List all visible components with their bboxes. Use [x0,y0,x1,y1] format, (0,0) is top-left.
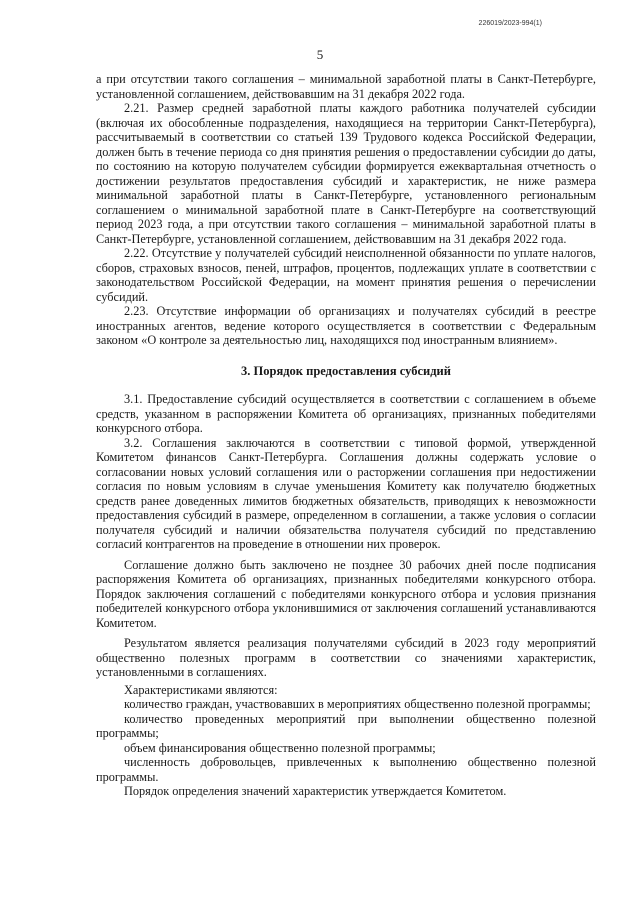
paragraph-agreement-deadline: Соглашение должно быть заключено не позднее 30 рабочих дней после подписания распоряжения Комитета об организациях, признанных победителями конкурсного отбора. Порядок заключения соглашений с победителями конкурсного отбора и условия признания победителей конкурсного отбора уклонившимися от заключения соглашений устанавливаются Комитетом. [96,557,596,630]
paragraph-3-2: 3.2. Соглашения заключаются в соответствии с типовой формой, утвержденной Комитетом финансов Санкт-Петербурга. Соглашения должны содержать условие о согласовании новых условий соглашения или о расторжении соглашения при недостижении согласия по новым условиям в случае уменьшения Комитету как получателю бюджетных средств ранее доведенных лимитов бюджетных обязательств, приводящих к невозможности предоставления субсидий в размере, определенном в соглашении, а также условия о согласии получателя субсидий и наличии обязательства получателя субсидий по представлению согласий контрагентов на проведение в отношении них проверок. [96,435,596,551]
paragraph-result: Результатом является реализация получателями субсидий в 2023 году мероприятий общественно полезных программ в соответствии со значениями характеристик, установленными в соглашениях. [96,636,596,679]
characteristic-item: количество проведенных мероприятий при выполнении общественно полезной программы; [96,711,596,740]
section-3-heading: 3. Порядок предоставления субсидий [241,363,451,378]
document-body [96,72,596,799]
characteristic-item: объем финансирования общественно полезной программы; [124,740,436,755]
paragraph-2-21: 2.21. Размер средней заработной платы каждого работника получателей субсидии (включая их обособленные подразделения, находящиеся на территории Санкт-Петербурга), рассчитываемый в соответствии со статьей 139 Трудового кодекса Российской Федерации, должен быть в течение периода со дня принятия решения о предоставлении субсидии до даты, по состоянию на которую получателем субсидии формируется ежеквартальная отчетность о достижении результатов предоставления субсидий и характеристик, не ниже размера минимальной заработной платы в Санкт-Петербурге, установленного региональным соглашением о минимальной заработной плате в Санкт-Петербурге на соответствующий период 2023 года, а при отсутствии такого соглашения – минимальной заработной платы в Санкт-Петербурге, установленной соглашением, действовавшим на 31 декабря 2022 года. [96,101,596,246]
document-registration-number: 226019/2023-994(1) [478,20,542,27]
characteristic-item: численность добровольцев, привлеченных к выполнению общественно полезной программы. [96,755,596,784]
characteristic-item: количество граждан, участвовавших в мероприятиях общественно полезной программы; [124,697,591,711]
characteristics-intro: Характеристиками являются: [124,682,278,697]
paragraph-characteristics-order: Порядок определения значений характеристик утверждается Комитетом. [124,784,507,798]
paragraph-continuation: а при отсутствии такого соглашения – минимальной заработной платы в Санкт-Петербурге, установленной соглашением, действовавшим на 31 декабря 2022 года. [96,72,596,101]
paragraph-2-23: 2.23. Отсутствие информации об организациях и получателях субсидий в реестре иностранных агентов, ведение которого осуществляется в соответствии с Федеральным законом «О контроле за деятельностью лиц, находящихся под иностранным влиянием». [96,304,596,347]
page-number: 5 [316,47,324,62]
paragraph-2-22: 2.22. Отсутствие у получателей субсидий неисполненной обязанности по уплате налогов, сборов, страховых взносов, пеней, штрафов, процентов, подлежащих уплате в соответствии с законодательством Российской Федерации, на момент принятия решения о перечислении субсидий. [96,246,596,304]
paragraph-3-1: 3.1. Предоставление субсидий осуществляется в соответствии с соглашением в объеме средств, указанном в распоряжении Комитета об организациях, признанных победителями конкурсного отбора. [96,392,596,435]
